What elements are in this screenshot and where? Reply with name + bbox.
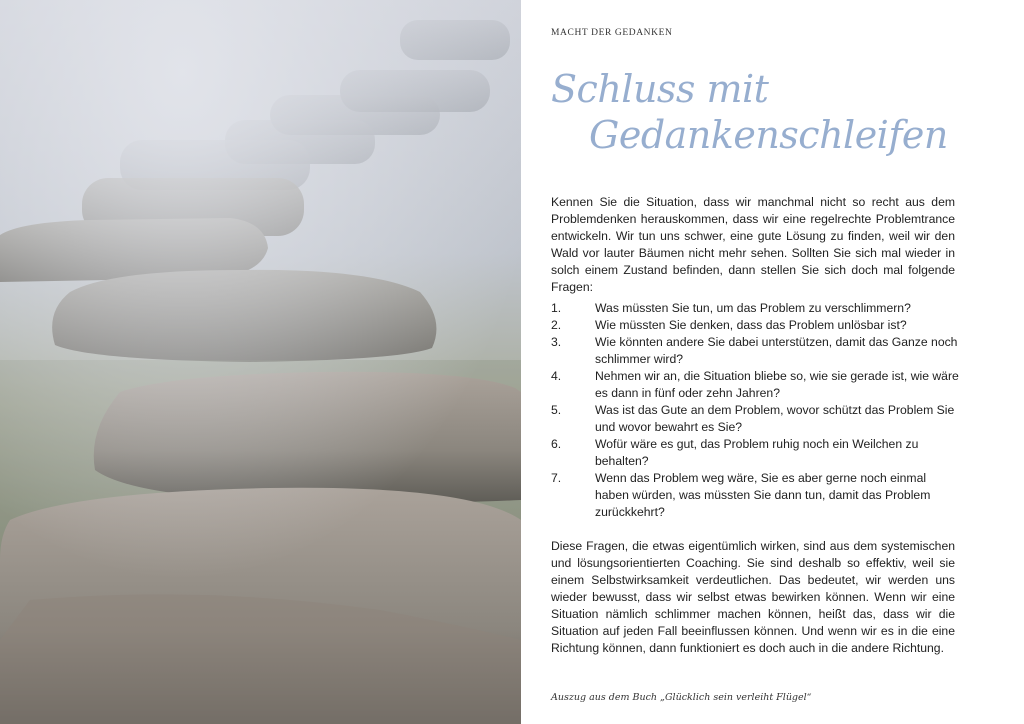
title-line-1: Schluss mit xyxy=(551,67,769,111)
intro-paragraph: Kennen Sie die Situation, dass wir manchmal nicht so recht aus dem Problemdenken herauskommen, dass wir eine regelrechte Problemtrance entwickeln. Wir tun uns schwer, eine gute Lösung zu finden, weil wir den Wald vor lauter Bäumen nicht mehr sehen. Sollten Sie sich mal wieder in solch einem Zustand befinden, dann stellen Sie sich doch mal folgende Fragen: xyxy=(551,195,955,294)
list-item xyxy=(551,402,961,436)
section-label: MACHT DER GEDANKEN xyxy=(551,28,673,38)
list-item xyxy=(551,317,961,334)
list-item xyxy=(551,300,961,317)
item-text: Wenn das Problem weg wäre, Sie es aber gerne noch einmal haben würden, was müssten Sie dann tun, damit das Problem zurückkehrt? xyxy=(595,471,931,519)
item-number: 6. xyxy=(551,437,562,451)
item-number: 5. xyxy=(551,403,562,417)
closing-paragraph: Diese Fragen, die etwas eigentümlich wirken, sind aus dem systemischen und lösungsorientierten Coaching. Sie sind deshalb so effektiv, weil sie einem Selbstwirksamkeit verdeutlichen. Das bedeutet, wir werden uns wieder bewusst, dass wir selbst etwas bewirken können. Wenn wir eine Situation nämlich schlimmer machen können, heißt das, dass wir die Situation auf jeden Fall beeinflussen können. Und wenn wir es in die eine Richtung können, dann funktioniert es doch auch in die andere Richtung. xyxy=(551,539,955,655)
item-number: 7. xyxy=(551,471,562,485)
item-number: 3. xyxy=(551,335,562,349)
item-number: 1. xyxy=(551,301,562,315)
item-text: Wie müssten Sie denken, dass das Problem unlösbar ist? xyxy=(595,318,907,332)
item-text: Nehmen wir an, die Situation bliebe so, wie sie gerade ist, wie wäre es dann in fünf oder zehn Jahren? xyxy=(595,369,959,400)
source-citation: Auszug aus dem Buch „Glücklich sein verleiht Flügel“ xyxy=(551,692,812,703)
item-text: Wofür wäre es gut, das Problem ruhig noch ein Weilchen zu behalten? xyxy=(595,437,919,468)
article-page xyxy=(551,0,959,724)
list-item xyxy=(551,470,961,521)
item-number: 2. xyxy=(551,318,562,332)
item-text: Was ist das Gute an dem Problem, wovor schützt das Problem Sie und wovor bewahrt es Sie? xyxy=(595,403,955,434)
question-list xyxy=(551,300,961,521)
item-number: 4. xyxy=(551,369,562,383)
item-text: Was müssten Sie tun, um das Problem zu verschlimmern? xyxy=(595,301,911,315)
list-item xyxy=(551,334,961,368)
article-title xyxy=(551,66,948,158)
title-line-2: Gedankenschleifen xyxy=(589,113,948,157)
list-item xyxy=(551,368,961,402)
list-item xyxy=(551,436,961,470)
item-text: Wie könnten andere Sie dabei unterstützen, damit das Ganze noch schlimmer wird? xyxy=(595,335,958,366)
